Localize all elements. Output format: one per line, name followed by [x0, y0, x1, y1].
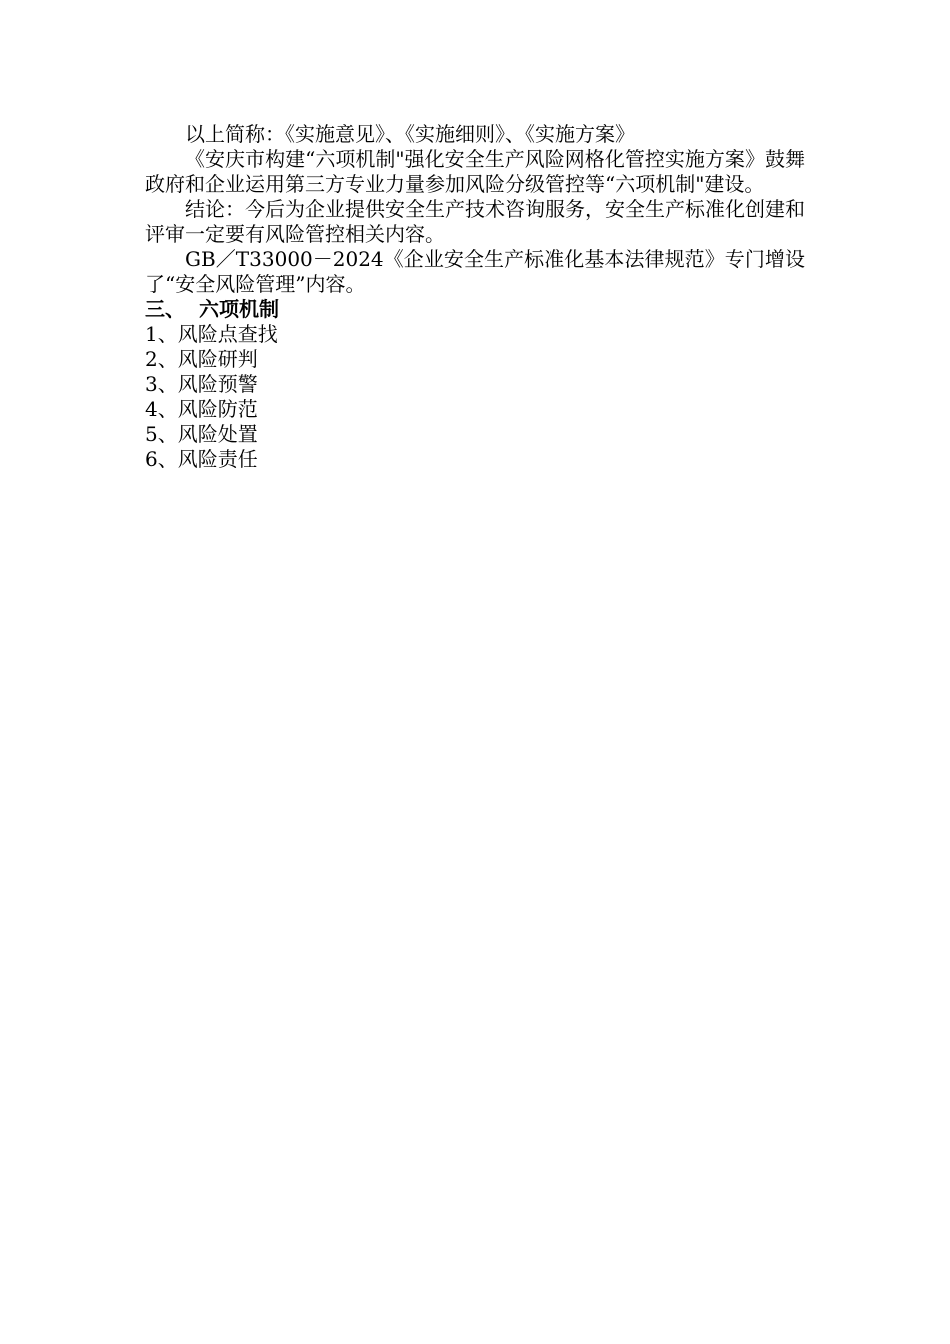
document-body	[145, 122, 805, 472]
list-item: 2、风险研判	[145, 347, 258, 371]
paragraph-abbreviations: 以上简称：《实施意见》、《实施细则》、《实施方案》	[185, 122, 635, 146]
section-title: 六项机制	[199, 297, 279, 321]
paragraph-gb-standard: GB／T33000－2024《企业安全生产标准化基本法律规范》专门增设了“安全风险管理”内容。	[145, 247, 805, 296]
section-number: 三、	[145, 297, 185, 321]
list-item: 6、风险责任	[145, 447, 258, 471]
list-item: 3、风险预警	[145, 372, 258, 396]
mechanism-list	[145, 322, 805, 472]
list-item: 4、风险防范	[145, 397, 258, 421]
section-heading	[145, 297, 805, 322]
list-item: 5、风险处置	[145, 422, 258, 446]
paragraph-anqing-plan: 《安庆市构建“六项机制"强化安全生产风险网格化管控实施方案》鼓舞政府和企业运用第三方专业力量参加风险分级管控等“六项机制"建设。	[145, 147, 805, 196]
paragraph-conclusion: 结论：今后为企业提供安全生产技术咨询服务，安全生产标准化创建和评审一定要有风险管控相关内容。	[145, 197, 805, 246]
list-item: 1、风险点查找	[145, 322, 278, 346]
